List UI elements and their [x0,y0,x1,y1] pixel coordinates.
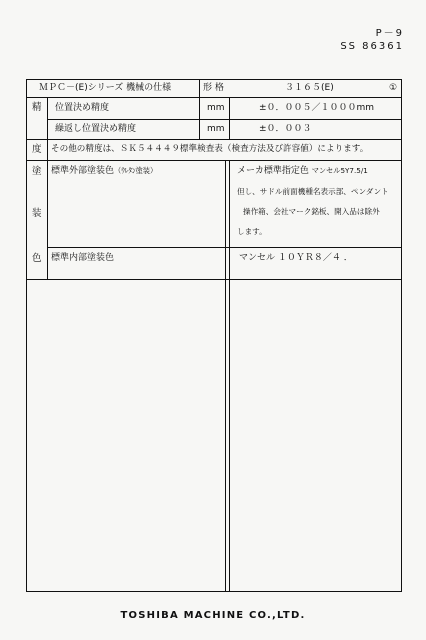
section-label-accuracy-1: 精 [32,102,42,113]
value-external-paint [237,167,368,176]
table-rule [47,97,48,279]
table-rule [199,80,200,139]
table-rule [229,160,230,591]
table-rule [229,97,230,139]
table-rule [27,139,401,140]
table-rule [27,160,401,161]
section-label-paint-2: 装 [32,208,42,219]
company-footer: TOSHIBA MACHINE CO.,LTD. [120,610,306,621]
external-paint-note-line: 但し、サドル前面機種名表示部、ペンダント [237,187,389,196]
value-repeat-accuracy: ±０．００３ [259,124,312,134]
value-internal-paint: マンセル １０ＹＲ８／４ ． [239,253,353,263]
item-external-paint [51,167,157,176]
unit-repeat-accuracy: mm [207,124,225,134]
section-label-paint-1: 塗 [32,166,42,177]
accuracy-note: その他の精度は、ＳＫ５４４４９標準検査表（検査方法及び許容値）によります。 [51,144,369,154]
unit-positioning-accuracy: mm [207,103,225,113]
external-paint-note-line: します。 [237,227,267,236]
value-positioning-accuracy: ±０．００５／１０００mm [259,103,375,113]
model-value: ３１６５(E) [285,83,334,93]
table-rule [27,279,401,280]
table-rule [27,97,401,98]
item-external-paint-sub: （ｳﾚﾀﾝ塗装） [114,166,158,175]
page-number: P－9 [375,28,404,39]
value-external-paint-main: メーカ標準指定色 [237,166,309,176]
item-positioning-accuracy: 位置決め精度 [55,103,110,113]
item-external-paint-label: 標準外部塗装色 [51,166,115,176]
document-number: SS 86361 [340,41,404,52]
spec-table [26,79,402,592]
section-label-accuracy-2: 度 [32,144,42,155]
revision-mark: ① [389,83,398,93]
model-label: 形 格 [203,83,224,93]
item-repeat-accuracy: 繰返し位置決め精度 [55,124,137,134]
external-paint-note-line: 操作箱、会社マーク銘板、開入品は除外 [243,207,380,216]
table-rule [47,119,401,120]
section-label-paint-3: 色 [32,253,42,264]
table-rule [225,160,226,591]
table-rule [47,247,401,248]
table-title: ＭＰＣ－(E)シリーズ 機械の仕様 [39,83,172,93]
item-internal-paint: 標準内部塗装色 [51,253,115,263]
value-external-paint-sub: マンセル5Y7.5/1 [311,166,368,175]
